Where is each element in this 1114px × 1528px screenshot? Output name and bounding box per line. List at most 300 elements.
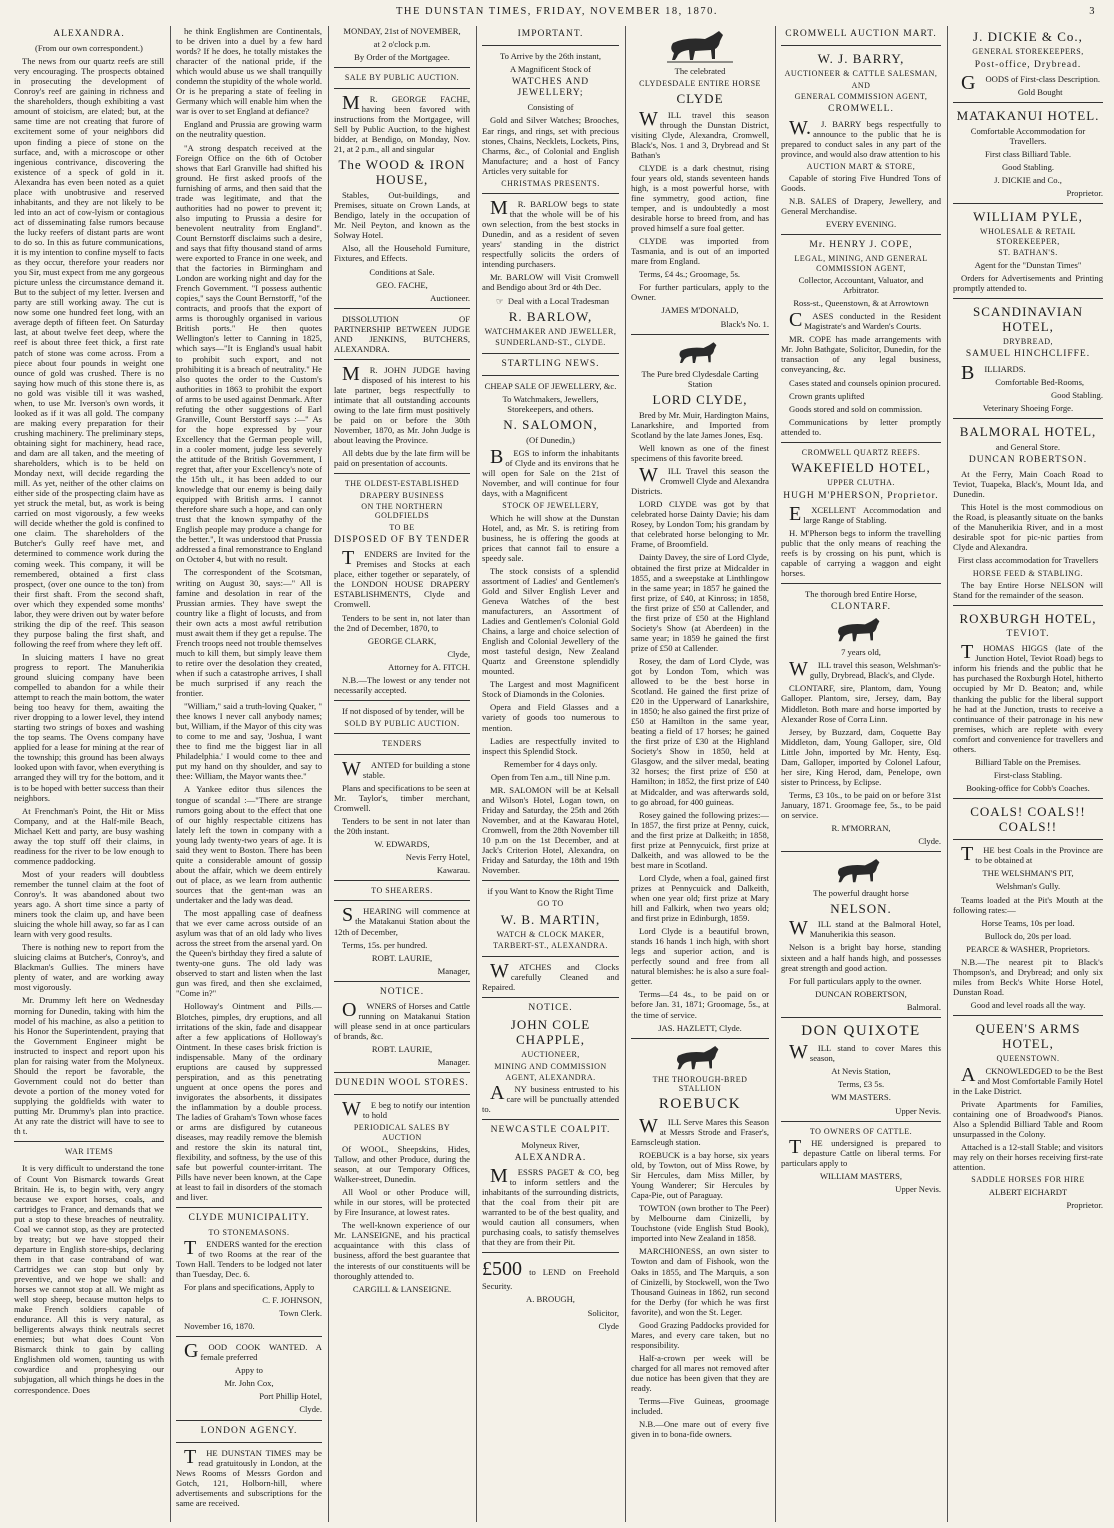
- ad-paragraph: For plans and specifications, Apply to: [184, 1282, 315, 1293]
- ad-paragraph: EXCELLENT Accommodation and large Range of Stabling.: [789, 502, 941, 525]
- column-2: [176, 26, 322, 1522]
- ad-title: TO BE: [389, 522, 415, 532]
- loan-text: to LEND on Freehold Security.: [482, 1267, 619, 1292]
- ad-paragraph: Comfortable Accommodation for Travellers.: [970, 125, 1086, 147]
- ad-paragraph: and General Store.: [995, 441, 1061, 452]
- ad-paragraph: N.B. SALES of Drapery, Jewellery, and General Merchandise.: [781, 196, 941, 217]
- ad-subtitle: TARBERT-ST., ALEXANDRA.: [493, 941, 608, 951]
- ad-signature: JAS. HAZLETT, Clyde.: [658, 1022, 742, 1033]
- ad-title: THE OLDEST-ESTABLISHED: [344, 479, 460, 489]
- ad-title: CLYDE MUNICIPALITY.: [188, 1213, 310, 1224]
- article-paragraph: There is nothing new to report from the sluicing claims at Butcher's, Conroy's, and Blackman's Gullies. The miners have plenty of water, and are working away most vigorously.: [14, 942, 164, 993]
- divider: [334, 88, 470, 89]
- divider: [334, 67, 470, 68]
- ad-title: Mr. HENRY J. COPE,: [809, 240, 913, 251]
- horse-icon: [665, 29, 735, 63]
- column-7: [953, 26, 1103, 1522]
- ad-paragraph: Goods stored and sold on commission.: [789, 403, 923, 414]
- ad-signature: Kawarau.: [436, 865, 470, 876]
- ad-title: ROXBURGH HOTEL,: [959, 610, 1097, 626]
- ad-paragraph: First-class Stabling.: [993, 769, 1063, 780]
- ad-paragraph: Cases stated and counsels opinion procured.: [789, 377, 941, 388]
- ad-paragraph: Gold Bought: [1017, 86, 1063, 97]
- ad-paragraph: The celebrated: [674, 66, 726, 76]
- ad-title: W. J. BARRY,: [817, 51, 905, 67]
- ad-paragraph: All Wool or other Produce will, while in our stores, will be protected by Fire Insurance, at lowest rates.: [334, 1187, 470, 1218]
- ad-paragraph: Rosey, the dam of Lord Clyde, was got by London Tom, which was allowed to be the best horse in Scotland. He gained the first prize of £20 in the Upperward of Lanarkshire, in 1850; he also gained the first prize of £50 at Hamilton in the same year, beating a field of 17 horses; he gained the first prize of £30 at the Highland Society's Show in 1850, held at Glasgow, and the silver medal, beating 32 horses; the first prize of £50 at Hamilton; in 1852, the first prize of £40 at Midcalder, and was afterwards sold, to go abroad, for 400 guineas.: [631, 655, 769, 807]
- ad-paragraph: The stock consists of a splendid assortment of Ladies' and Gentlemen's Gold and Silver English Lever and Geneva Watches of the best manufacturers, an Assortment of Ladies and Gentlemen's Colonial Gold Chains, a large and choice selection of English and Colonial Jewellery of the most tasteful design, New Zealand Quartz and Greenstone splendidly mounted.: [482, 565, 619, 677]
- column-rule: [328, 26, 329, 1522]
- ad-paragraph: WATCHES and Clocks carefully Cleaned and Repaired.: [482, 959, 619, 992]
- ad-paragraph: BILLIARDS.: [961, 361, 1026, 384]
- ad-paragraph: Terms, £4 4s.; Groomage, 5s.: [639, 269, 741, 280]
- ad-paragraph: Rosey gained the following prizes:—In 1857, the first prize at Penny, cuick, and the first prize at Dalkeith; in 1858, first prize at Pennycuick, first prize at Dalkeith, and was allowed to be the best mare in Scotland.: [631, 809, 769, 870]
- ad-signature: Clyde.: [299, 1404, 322, 1415]
- ad-paragraph: N.B.—The lowest or any tender not necessarily accepted.: [334, 674, 470, 695]
- ad-paragraph: If not disposed of by tender, will be: [342, 705, 465, 716]
- ad-subtitle: GO TO: [537, 899, 564, 909]
- divider: [334, 880, 470, 881]
- ad-title: ROEBUCK: [658, 1096, 742, 1113]
- horse-icon: [833, 616, 889, 644]
- ad-paragraph: CHEAP SALE OF JEWELLERY, &c.: [484, 380, 617, 391]
- ad-subtitle: MINING AND COMMISSION: [494, 1061, 607, 1071]
- divider: [631, 334, 769, 335]
- article-paragraph: In sluicing matters I have no great progress to report. The Manuherikia ground sluicing company have been compelled to abandon for a while their attempt to reach the main bottom, the water being too heavy for them, awaiting the river dropping to a lower level, they intend starting two strings of boxes and washing the top seams. The Ovens company have applied for a lease for mining at the rear of the township; this ground has been always looked upon with favor, when everything is arranged they will try for the bottom, and it is to be hoped with better success than their neighbors.: [14, 651, 164, 803]
- ad-paragraph: Half-a-crown per week will be charged for all mares not removed after due notice has been given that they are ready.: [631, 1352, 769, 1394]
- ad-paragraph: MR. SALOMON will be at Kelsall and Wilson's Hotel, Logan town, on Friday and Saturday, the 25th and 26th November, and at the Kawarau Hotel, Cromwell, from the 28th November till 10 p.m on the 1st December, and at Jack's Criterion Hotel, Alexandra, on Friday and Saturday, the 18th and 19th November.: [482, 784, 619, 876]
- divider: [482, 997, 619, 998]
- ad-paragraph: BEGS to inform the inhabitants of Clyde and its environs that he will open for Sale on the 21st of November, and will continue for four days, with a Magnificent: [482, 446, 619, 499]
- divider: [334, 308, 470, 309]
- ad-title: CLYDE: [676, 91, 724, 107]
- ad-paragraph: Lord Clyde is a beautiful brown, stands 16 hands 1 inch high, with short legs and superior action, and is perfectly sound and free from all natural blemishes: he is also a sure foal-getter.: [631, 926, 769, 987]
- divider: [953, 1015, 1103, 1016]
- ad-title: CROMWELL AUCTION MART.: [785, 29, 937, 39]
- ad-paragraph: [482, 1258, 619, 1291]
- ad-paragraph: N.B.—The nearest pit to Black's Thompson's, and Drybread; and only six miles from Beck's White Horse Hotel, Dunstan Road.: [953, 956, 1103, 997]
- ad-signature: ROBT. LAURIE,: [371, 952, 433, 963]
- ad-paragraph: Nelson is a bright bay horse, standing sixteen and a half hands high, and possesses great strength and good action.: [781, 942, 941, 973]
- ad-subtitle: WATCHMAKER AND JEWELLER,: [484, 326, 617, 336]
- ad-signature: Black's No. 1.: [720, 318, 769, 329]
- ad-title: COALS! COALS!! COALS!!: [970, 803, 1086, 835]
- ad-paragraph: Which he will show at the Dunstan Hotel, and, as Mr. S. is retiring from business, he is offering the goods at prices that cannot fail to ensure a speedy sale.: [482, 512, 619, 563]
- ad-title: SALE BY PUBLIC AUCTION.: [344, 73, 460, 83]
- divider: [482, 45, 619, 46]
- ad-paragraph: Horse Teams, 10s per load.: [981, 917, 1075, 928]
- ad-signature: Manager.: [437, 1057, 470, 1068]
- ad-paragraph: WILL Serve Mares this Season at Messrs Strode and Fraser's, Earnscleugh station.: [631, 1114, 769, 1147]
- ad-paragraph: WILL travel this season, Welshman's-gully, Drybread, Black's, and Clyde.: [789, 658, 941, 681]
- ad-signature: W. EDWARDS,: [374, 838, 430, 849]
- ad-paragraph: Communications by letter promptly attended to.: [781, 416, 941, 437]
- ad-subtitle: AND: [851, 80, 871, 90]
- divider: [334, 754, 470, 755]
- ad-paragraph: MR. COPE has made arrangements with Mr. John Bathgate, Solicitor, Dunedin, for the transaction of any legal business, conveyancing, &c.: [781, 334, 941, 375]
- ad-signature: Balmoral.: [906, 1001, 941, 1012]
- horse-icon: [672, 1044, 728, 1072]
- divider: [953, 298, 1103, 299]
- divider: [176, 1442, 322, 1443]
- ad-signature: Town Clerk.: [279, 1308, 322, 1319]
- ad-title: DISPOSED OF BY TENDER: [334, 535, 470, 546]
- ad-paragraph: (Of Dunedin,): [526, 434, 575, 445]
- ad-subtitle: AGENT, ALEXANDRA.: [505, 1072, 596, 1082]
- ad-paragraph: Capable of storing Five Hundred Tons of Goods.: [781, 173, 941, 194]
- ad-subtitle: DUNCAN ROBERTSON.: [968, 454, 1088, 465]
- ad-paragraph: A Magnificent Stock of: [510, 64, 591, 75]
- ad-paragraph: Good and level roads all the way.: [970, 999, 1086, 1010]
- ad-subtitle: Post-office, Drybread.: [974, 59, 1082, 70]
- ad-subtitle: WATCH & CLOCK MAKER,: [496, 929, 605, 939]
- divider: [334, 359, 470, 360]
- divider: [482, 375, 619, 376]
- ad-subtitle: DRYBREAD,: [1002, 337, 1054, 347]
- ad-signature: GEORGE CLARK,: [367, 635, 437, 646]
- ad-paragraph: Dainty Davey, the sire of Lord Clyde, obtained the first prize at Midcalder in 1855, and a sweepstake at Linthlingow in the same year; in 1857 he gained the first prize, of £40, at Kinross; in 1858, the first prize of £50 at Callender, and the first prize of £50 at the Highland Society's Show (at Aberdeen) in the same year; in 1859 he gained the first prize of £50 at Callender.: [631, 552, 769, 653]
- ad-paragraph: WILL travel this season through the Dunstan District, visiting Clyde, Alexandra, Cromwell, Black's, Nos. 1 and 3, Drybread and St Bathan's: [631, 107, 769, 160]
- divider: [631, 1038, 769, 1039]
- ad-paragraph: Good Stabling.: [1050, 389, 1103, 400]
- ad-paragraph: ROEBUCK is a bay horse, six years old, by Towton, out of Miss Rowe, by Sir Hercules, dam Miss Miller, by Young Wanderer; Sir Hercules by Capa-Pie, out of Paraguay.: [631, 1150, 769, 1201]
- ad-signature: Nevis Ferry Hotel,: [405, 851, 470, 862]
- ad-paragraph: Molyneux River,: [521, 1139, 580, 1150]
- ad-title: TO SHEARERS.: [371, 886, 433, 896]
- article-paragraph: The most appalling case of deafness that we ever came across outside of an asylum was that of an old lady who lives across the street from the arsenal yard. On the Queen's birthday they fired a salute of twenty-one guns. The old lady was observed to start and listen when the last gun was fired, and then she exclaimed, "Come in?": [176, 908, 322, 999]
- ad-paragraph: THOMAS HIGGS (late of the Junction Hotel, Teviot Road) begs to inform his friends and the public that he has purchased the Roxburgh Hotel, hitherto occupied by Mr D. Beaton; and, while thanking the public for the liberal support he had at the Junction, trusts to receive a continuance of their patronage in his new premises, which are replete with every comfort and convenience for travellers and others.: [953, 641, 1103, 754]
- ad-subtitle: CLYDESDALE ENTIRE HORSE: [639, 79, 761, 89]
- divider: [176, 1336, 322, 1337]
- ad-paragraph: Stables, Out-buildings, and Premises, situate on Crown Lands, at Bendigo, lately in the occupation of Mr. Neil Peyton, and known as the Solway Hotel.: [334, 190, 470, 241]
- ad-title: LONDON AGENCY.: [200, 1425, 298, 1436]
- ad-title: QUEEN'S ARMS HOTEL,: [975, 1021, 1081, 1052]
- ad-paragraph: Lord Clyde, when a foal, gained first prizes at Pennycuick and Dalkeith, when one year old; first prize at Mary hill and Falkirk, when two years old; and first prize in Edinburgh, 1859.: [631, 872, 769, 924]
- ad-paragraph: WANTED for building a stone stable.: [342, 757, 470, 780]
- ad-paragraph: Welshman's Gully.: [995, 881, 1061, 892]
- column-5: [631, 26, 769, 1522]
- divider: [781, 234, 941, 235]
- ad-paragraph: The Pure bred Clydesdale Carting Station: [641, 368, 759, 389]
- ad-paragraph: Ross-st., Queenstown, & at Arrowtown: [793, 298, 929, 309]
- ad-subtitle: WHOLESALE & RETAIL STOREKEEPER,: [980, 227, 1076, 246]
- ad-subtitle: QUEENSTOWN.: [996, 1054, 1060, 1064]
- ad-paragraph: Teams loaded at the Pit's Mouth at the following rates:—: [953, 894, 1103, 915]
- ad-signature: Auctioneer.: [430, 292, 470, 303]
- ad-signature: PEARCE & WASHER, Proprietors.: [966, 943, 1090, 954]
- ad-paragraph: MESSRS PAGET & CO, beg to inform settlers and the inhabitants of the surrounding districts, that the coal from their pit are warranted to be of the best quality, and would caution all consumers, when purchasing coals, to satisfy themselves that they are from their Pit.: [482, 1164, 619, 1247]
- ad-paragraph: W.J. BARRY begs respectfully to announce to the public that he is prepared to conduct sales in any part of the province, and would also draw attention to his: [781, 116, 941, 159]
- ad-subtitle: SAMUEL HINCHCLIFFE.: [965, 349, 1091, 360]
- ad-paragraph: Terms, 15s. per hundred.: [342, 939, 428, 950]
- ad-title: NOTICE.: [528, 1002, 573, 1013]
- ad-subtitle: STOCK OF JEWELLERY,: [502, 501, 599, 511]
- ad-subtitle: CHRISTMAS PRESENTS.: [501, 178, 600, 188]
- divider: [482, 193, 619, 194]
- article-paragraph: It is very difficult to understand the tone of Count Von Bismarck towards Great Britain. He is, to begin with, very angry because we export horses, coals, and cartridges to France, and demands that we put a stop to these breaches of neutrality. Coal we cannot stop, as they are protected by treaty; but we have stopped their departure in English store-ships, declaring them in that case contraband of war. Cartridges we can stop but only by preventive, and we hope we shall: and horses we cannot stop at all. We might as well stop sheep, because mutton helps to make French soldiers capable of endurance. All this is very natural, as belligerents always think neutrals secret enemies; but what does Count Von Bismarck think to gain by calling Englishmen old women, taunting us with cowardice and prophesying our subjugation, all which things he does in the correspondence. Does: [14, 1163, 164, 1395]
- ad-paragraph: MARCHIONESS, an own sister to Towton and dam of Fishook, won the Oaks in 1855, and The Marquis, a son of Cinizelli, by Stockwell, won the Two Thousand Guineas in 1862, run second for the Derby (for which he was first favorite), and won the St. Leger.: [631, 1246, 769, 1317]
- article-paragraph: England and Prussia are growing warm on the neutrality question.: [176, 119, 322, 140]
- loan-amount: £500: [482, 1258, 522, 1281]
- ad-paragraph: Consisting of: [527, 102, 574, 113]
- article-paragraph: A Yankee editor thus silences the tongue of scandal :—"There are strange rumors going about to the effect that one of our highly respectable citizens has lately left the town in company with a young lady twenty-two years of age. It is said they went to Boston. There has been quite a considerable amount of gossip about the affair, which we deem entirely out of place, as we learn from authentic sources that the gent-man was an undertaker and the lady was dead.: [176, 784, 322, 905]
- ad-title: SOLD BY PUBLIC AUCTION.: [344, 718, 460, 728]
- ad-title: R. BARLOW,: [508, 308, 593, 324]
- ad-paragraph: WILL Travel this season the Cromwell Clyde and Alexandra Districts.: [631, 464, 769, 497]
- ad-paragraph: Ladies are respectfully invited to inspect this Splendid Stock.: [482, 735, 619, 756]
- ad-paragraph: Private Apartments for Families, containing one of Broadwood's Pianos. Also a Splendid Billiard Table and Room unsurpassed in the Colony.: [953, 1098, 1103, 1140]
- ad-paragraph: At the Ferry, Main Coach Road to Teviot, Tuapeka, Black's, Mount Ida, and Dunedin.: [953, 469, 1103, 500]
- divider: [334, 1072, 470, 1073]
- ad-paragraph: ACKNOWLEDGED to be the Best and Most Comfortable Family Hotel in the Lake District.: [953, 1063, 1103, 1096]
- divider: [482, 880, 619, 881]
- column-rule: [947, 26, 948, 1522]
- ad-paragraph: Terms, £3 5s.: [837, 1079, 885, 1090]
- ad-paragraph: For further particulars, apply to the Owner.: [631, 282, 769, 303]
- ad-paragraph: Mr. BARLOW will Visit Cromwell and Bendigo about 3rd or 4th Dec.: [482, 272, 619, 293]
- ad-paragraph: MONDAY, 21st of NOVEMBER,: [343, 26, 461, 36]
- ad-paragraph: Crown grants uplifted: [789, 390, 865, 401]
- ad-paragraph: OWNERS of Horses and Cattle running on Matakanui Station will please send in at once particulars of brands, &c.: [334, 998, 470, 1041]
- ad-signature: ALBERT EICHARDT: [988, 1186, 1068, 1197]
- ad-paragraph: Collector, Accountant, Valuator, and Arbitrator.: [798, 275, 924, 296]
- ad-title: NELSON.: [830, 901, 892, 917]
- ad-paragraph: Well known as one of the finest specimens of this favorite breed.: [631, 442, 769, 464]
- ad-subtitle: THE THOROUGH-BRED STALLION: [652, 1074, 748, 1093]
- column-4: [482, 26, 619, 1522]
- ad-subtitle: PERIODICAL SALES BY AUCTION: [353, 1123, 451, 1142]
- ad-paragraph: Plans and specifications to be seen at Mr. Taylor's, timber merchant, Cromwell.: [334, 782, 470, 813]
- column-1: [14, 26, 164, 1522]
- ad-signature: Port Phillip Hotel,: [259, 1391, 322, 1402]
- ad-signature: Clyde.: [918, 836, 941, 847]
- ad-paragraph: MR. GEORGE FACHE, having been favored with instructions from the Mortgagee, will Sell by Public Auction, to the highest bidder, at Bendigo, on Monday, Nov. 21, at 2 p.m., all and singular: [334, 91, 470, 154]
- ad-signature: Solicitor,: [587, 1307, 619, 1318]
- ad-subtitle: HUGH M'PHERSON, Proprietor.: [783, 490, 939, 501]
- ad-title: N. SALOMON,: [503, 416, 598, 432]
- ad-paragraph: Remember for 4 days only.: [503, 758, 598, 769]
- ad-paragraph: at 2 o'clock p.m.: [373, 39, 431, 50]
- ad-title: WATCHES AND JEWELLERY;: [511, 77, 590, 99]
- ad-signature: GEO. FACHE,: [376, 279, 428, 290]
- masthead-title: THE DUNSTAN TIMES, FRIDAY, NOVEMBER 18, 1870.: [396, 6, 718, 17]
- ad-paragraph: All debts due by the late firm will be paid on presentation of accounts.: [334, 448, 470, 469]
- ad-title: DUNEDIN WOOL STORES.: [335, 1078, 469, 1089]
- divider: [953, 605, 1103, 606]
- ad-signature: Clyde,: [447, 648, 470, 659]
- ad-paragraph: Comfortable Bed-Rooms,: [995, 376, 1085, 387]
- ad-paragraph: To Arrive by the 26th instant,: [499, 51, 602, 62]
- article-paragraph: "A strong despatch received at the Foreign Office on the 6th of October shows that Earl Granville had shifted his ground. He first asked proofs of the furnishing of arms, and then said that the trade was legitimate, and that the authorities had no power to prevent it; also imputing to Prussia a desire for benevolent neutrality from England". Count Bernstorff disclaims such a desire, and says that fifty thousand stand of arms were exported to France in one week, and that the factories in Birmingham and London are working night and day for the French Government. "I possess authentic copies," says the Count Bernstorff, "of the contracts, and proofs that the export of arms is thoroughly organised in various British ports." He then quotes Wellington's letter to Canning in 1825, which says—"It is England's usual habit to prohibit such export, and not prohibiting it is a breach of neutrality." He also quotes the order to the Custom's authorities in 1863 to prohibit the export of arms to be used against Denmark. After refuting the other suggestions of Earl Granville, Count Berstorff says :—" As for the hope expressed by your Excellency that the German people will, in a cooler moment, judge less severely the attitude of the British Government, I regret that, after your Excellency's note of the 15th ult., it has been added to our knowledge that our enemy is being daily equipped with British arms. I cannot therefore share such a hope, and can only trust that the known sympathy of the English people may produce a change for the better.", It was understood that Prussia addressed a final remonstrance to England on October 4, but with no result.: [176, 142, 322, 565]
- ad-title: JOHN COLE CHAPPLE,: [510, 1016, 591, 1047]
- ad-paragraph: CLYDE is a dark chestnut, rising four years old, stands seventeen hands high, is a most powerful horse, with fine symmetry, good action, fine temper, and is undoubtedly a most desirable horse to breed from, and has proved himself a sure foal getter.: [631, 162, 769, 234]
- column-rule: [775, 26, 776, 1522]
- ad-title: WAKEFIELD HOTEL,: [791, 460, 931, 476]
- ad-paragraph: At Nevis Station,: [831, 1066, 891, 1077]
- ad-subtitle: TO STONEMASONS.: [208, 1227, 290, 1237]
- ad-title: CLONTARF.: [831, 602, 891, 613]
- ad-paragraph: Tenders to be sent in not later than the 20th instant.: [334, 815, 470, 836]
- ad-paragraph: WILL stand to cover Mares this season,: [789, 1041, 941, 1064]
- divider: [781, 442, 941, 443]
- ad-subtitle: ST. BATHAN'S.: [998, 248, 1058, 258]
- article-paragraph: Most of your readers will doubtless remember the tunnel claim at the foot of Conroy's. It was abandoned about two years ago. A short time since a party of miners took the claim up, and have been sluicing the whole hill away, so far as I can learn with very good results.: [14, 868, 164, 940]
- ad-paragraph: Good Grazing Paddocks provided for Mares, and every care taken, but no responsibility.: [631, 1319, 769, 1350]
- ad-title: STARTLING NEWS.: [501, 358, 600, 369]
- ad-subtitle: HORSE FEED & STABLING.: [972, 568, 1084, 578]
- ad-paragraph: The well-known experience of our Mr. LANSEIGNE, and his practical acquaintance with this class of business, afford the best guarantee that the interests of our constituents will be thoroughly attended to.: [334, 1220, 470, 1281]
- ad-paragraph: 7 years old,: [841, 647, 881, 658]
- ad-subtitle: UPPER CLUTHA.: [827, 478, 895, 488]
- ad-title: NEWCASTLE COALPIT.: [490, 1125, 611, 1136]
- ad-paragraph: MR. JOHN JUDGE having disposed of his interest to his late partner, begs respectfully to intimate that all outstanding accounts owing to the late firm must positively be paid on or before the 30th November, 1870, as Mr. John Judge is about leaving the Province.: [334, 362, 470, 446]
- divider: [176, 1420, 322, 1421]
- ad-paragraph: GOODS of First-class Description.: [961, 71, 1101, 94]
- horse-icon: [833, 857, 889, 885]
- column-rule: [625, 26, 626, 1522]
- ad-subtitle: AUCTIONEER,: [521, 1050, 580, 1060]
- ad-paragraph: if you Want to Know the Right Time: [487, 886, 614, 897]
- ad-signature: C. F. JOHNSON,: [262, 1295, 322, 1306]
- ad-paragraph: CLONTARF, sire, Plantom, dam, Young Galloper. Plantom, sire, Jersey, dam, Bay Middleton. Both mare and horse imported by Alexander Rose of Corra Linn.: [781, 683, 941, 724]
- ad-paragraph: For full particulars apply to the owner.: [789, 975, 922, 986]
- ad-subtitle: SUNDERLAND-ST., CLYDE.: [495, 338, 606, 348]
- ad-paragraph: First class Billiard Table.: [984, 149, 1072, 160]
- ad-paragraph: Bullock do, 20s per load.: [984, 930, 1072, 941]
- ad-paragraph: N.B.—One mare out of every five given in to bona-fide owners.: [631, 1419, 769, 1440]
- article-paragraph: Holloway's Ointment and Pills.—Blotches, pimples, dry eruptions, and all irritations of the skin, fade and disappear after a few applications of Holloway's Ointment. In these cases brisk friction is indispensable. Many of the ordinary eruptions are caused by suppressed perspiration, and as this penetrating unguent at once opens the pores and invigorates the absorbents, it dissipates the inflammation by a double process. The ladies of Graham's Town whose faces or arms are disfigured by cutaneous diseases, may readily remove the blemish and restore the skin its natural tint, flexibility, and softness, by the use of this safe but powerful counter-irritant. The Pills have never been known, at the Cape at least to fail in disorders of the stomach and liver.: [176, 1001, 322, 1203]
- ad-paragraph: ANY business entrusted to his care will be punctually attended to.: [482, 1082, 619, 1115]
- ad-paragraph: LORD CLYDE was got by that celebrated horse Dainty Davie; his dam Rosey, by London Tom; his grandam by that celebrated horse belonging to Mr. Frame, of Broomfield.: [631, 499, 769, 550]
- ad-signature: Proprietor.: [1066, 188, 1103, 199]
- ad-signature: DUNCAN ROBERTSON,: [815, 988, 907, 999]
- ad-title: IMPORTANT.: [517, 29, 584, 39]
- ad-subtitle: AUCTION MART & STORE,: [806, 161, 916, 171]
- ad-subtitle: GENERAL COMMISSION AGENT,: [794, 92, 928, 102]
- ad-subtitle: TEVIOT.: [1006, 629, 1050, 640]
- divider: [334, 473, 470, 474]
- ad-signature: Manager,: [437, 965, 470, 976]
- divider: [176, 1207, 322, 1208]
- section-title: WAR ITEMS: [64, 1147, 114, 1157]
- ad-title: SCANDINAVIAN HOTEL,: [973, 303, 1083, 334]
- divider: [953, 798, 1103, 799]
- divider: [77, 1159, 101, 1160]
- divider: [334, 733, 470, 734]
- ad-paragraph: Billiard Table on the Premises.: [975, 756, 1081, 767]
- ad-title: TO OWNERS OF CATTLE.: [809, 1126, 913, 1136]
- ad-paragraph: This Hotel is the most commodious on the Road, is pleasantly situate on the banks of the Manuherikia River, and in a most desirable spot for pic-nic parties from Clyde and Alexandra.: [953, 502, 1103, 553]
- ad-title: NOTICE.: [379, 986, 425, 997]
- ad-paragraph: The bay Entire Horse NELSON will Stand for the remainder of the season.: [953, 579, 1103, 600]
- ad-date: November 16, 1870.: [184, 1321, 255, 1332]
- ad-signature: Clyde: [598, 1320, 619, 1331]
- ad-paragraph: THE WELSHMAN'S PIT,: [982, 868, 1074, 879]
- divider: [953, 203, 1103, 204]
- ad-paragraph: TOWTON (own brother to The Peer) by Melbourne dam Cinizelli, by Touchstone (vide English Stud Book), imported into New Zealand in 1858.: [631, 1203, 769, 1244]
- divider: [781, 1017, 941, 1018]
- divider: [482, 1252, 619, 1253]
- horse-icon: [675, 340, 725, 366]
- divider: [334, 1094, 470, 1095]
- ad-signature: WILLIAM MASTERS,: [819, 1171, 903, 1182]
- ad-signature: J. DICKIE and Co.,: [994, 175, 1062, 186]
- ad-paragraph: DISSOLUTION OF PARTNERSHIP BETWEEN JUDGE AND JENKINS, BUTCHERS, ALEXANDRA.: [334, 313, 470, 354]
- ad-title: The WOOD & IRON HOUSE,: [338, 156, 466, 187]
- divider: [781, 851, 941, 852]
- ad-subtitle: SADDLE HORSES FOR HIRE: [971, 1175, 1085, 1185]
- ad-paragraph: MR. BARLOW begs to state that the whole will be of his own selection, from the best stocks in Dunedin, and as a resident of seven years' standing in the district respectfully solicits the orders of intending purchasers.: [482, 197, 619, 270]
- ad-paragraph: THE DUNSTAN TIMES may be read gratuitously in London, at the News Rooms of Messrs Gordon and Gotch, 121, Holborn-hill, where advertisements and subscriptions for the same are received.: [176, 1445, 322, 1508]
- ad-slogan: Deal with a Local Tradesman: [507, 295, 610, 306]
- ad-signature: R. M'MORRAN,: [831, 823, 891, 834]
- ad-paragraph: Conditions at Sale.: [369, 266, 435, 277]
- ad-title: DON QUIXOTE: [801, 1022, 921, 1039]
- divider: [953, 839, 1103, 840]
- ad-title: LORD CLYDE,: [652, 391, 748, 407]
- ad-title: W. B. MARTIN,: [500, 911, 601, 927]
- column-rule: [476, 26, 477, 1522]
- ad-paragraph: Jersey, by Buzzard, dam, Coquette Bay Middleton, dam, Young Galloper, sire, Old Little John, imported by Mr. Henty, Esq. Dam, Galloper, imported by Colonel Lafour, her sire, King Herod, dam, Penelope, own sister to Princess, by Eclipse.: [781, 726, 941, 787]
- ad-paragraph: CASES conducted in the Resident Magistrate's and Warden's Courts.: [789, 309, 941, 332]
- ad-paragraph: Good Stabling.: [1001, 162, 1055, 173]
- ad-subtitle: GENERAL STOREKEEPERS,: [972, 47, 1084, 57]
- ad-subtitle: CROMWELL.: [828, 104, 894, 115]
- ad-paragraph: THE best Coals in the Province are to be obtained at: [961, 843, 1103, 866]
- ad-paragraph: Also, all the Household Furniture, Fixtures, and Effects.: [334, 243, 470, 264]
- ad-signature: Proprietor.: [1066, 1199, 1103, 1210]
- ad-paragraph: TENDERS wanted for the erection of two Rooms at the rear of the Town Hall. Tenders to be lodged not later than Tuesday, Dec. 6.: [176, 1236, 322, 1279]
- column-6: [781, 26, 941, 1522]
- ad-title: TENDERS: [382, 739, 422, 749]
- article-paragraph: The news from our quartz reefs are still very encouraging. The prospects obtained in prosecuting the development of Conroy's reef are gaining in richness and the shareholders, though exhibiting a vast amount of stoicism, are elated; but, at the same time are not creating that furore of excitement some of your neighbors did upon finding a piece of stone on the surface, and, with a microscope or other ingenious contrivance, discovering the existence of a speck of gold in it. Alexandra has even been noted as a quiet place with unobtrusive and reserved inhabitants, and they are not likely to be led into an act of cow-lyism or contagious act of disseminating false rumors because the lucky reefers of distant parts are wont to do so. In this as future communications, it is my intention to confine myself to facts as they occur, therefore your readers nor you Sir, must expect from me any gorgeous picture unless the circumstance demand it. But to the subject of my letter. Iversen and party are still working away. The cut is now some one hundred feet long, with an average depth of fifteen feet. On Saturday last, at about twelve feet deep, where the reef is about three feet thick, a first rate patch of stone was come across. From a piece about four pounds in weight one ounce of gold was crushed. There is no saying how much of this stone there is, as no gold was visible till it was washed, when, to use Mr. Iverson's own words, it looked as if it was all gold. The company are making every preparation for their crushing machinery. The preliminary steps, obtaining sight for machinery, head race, and dam are all taken, and the meeting of shareholders, which is to be held on Monday next, will decide regarding the mill. As yet, neither of the other claims on either side of the prospecting claim have as yet struck the metal, but, as work is being carried on most vigorously, a few weeks will decide whether the gold is confined to one claim. The shareholders of the Butcher's Gully reef have met, and determined to commence work during the coming week. This company, it will be remembered, obtained a first class prospect, (over one ounce to the ton) from their first shaft. From the second shaft, over which they expended some months' labor, they were driven out by water before striking the dip of the reef. This season they purpose baling the first shaft, and following the reef from where they left off.: [14, 56, 164, 649]
- masthead: [0, 0, 1114, 24]
- divider: [781, 583, 941, 584]
- divider: [482, 1119, 619, 1120]
- ad-signature: WM MASTERS.: [831, 1092, 891, 1103]
- ad-paragraph: The Largest and most Magnificent Stock of Diamonds in the Colonies.: [482, 679, 619, 700]
- ad-signature: ROBT. LAURIE,: [371, 1044, 433, 1054]
- article-paragraph: At Frenchman's Point, the Hit or Miss Company, and at the Half-mile Beach, Michael Kett and party, are busy washing away the top stuff off their claims, in readiness for the river to be low enough to commence paddocking.: [14, 805, 164, 866]
- article-title: ALEXANDRA.: [53, 29, 125, 39]
- ad-paragraph: TENDERS are Invited for the Premises and Stocks at each place, either together or separately, of the LONDON HOUSE DRAPERY ESTABLISHMENTS, Clyde and Cromwell.: [334, 547, 470, 610]
- divider: [953, 102, 1103, 103]
- ad-title: BALMORAL HOTEL,: [959, 423, 1097, 439]
- divider: [781, 1121, 941, 1122]
- ad-title: DRAPERY BUSINESS: [359, 490, 445, 500]
- ad-paragraph: WE beg to notify our intention to hold: [342, 1098, 470, 1121]
- ad-paragraph: Terms, £3 10s., to be paid on or before 31st January, 1871. Groomage fee, 5s., to be paid on service.: [781, 789, 941, 820]
- ad-paragraph: GOOD COOK WANTED. A female preferred: [184, 1340, 322, 1363]
- ad-subtitle: LEGAL, MINING, AND GENERAL COMMISSION AGENT,: [794, 254, 928, 273]
- article-paragraph: he think Englishmen are Continentals, to be driven into a duel by a few hard words? If he does, he totally mistakes the character of the national pride, if the which would abuse us we shall tranquilly condemn the stupidity of the whole world. Or is he preparing a state of feeling in Germany which will enable him when the war is over to set England at defiance?: [176, 26, 322, 117]
- ad-paragraph: Gold and Silver Watches; Brooches, Ear rings, and rings, set with precious stones, Chains, Necklets, Lockets, Pins, Charms, &c., of Colonial and English Manufacture; and a host of Fancy Articles very suitable for: [482, 115, 619, 176]
- ad-signature: Upper Nevis.: [895, 1105, 941, 1116]
- ad-paragraph: Agent for the "Dunstan Times": [974, 259, 1082, 270]
- divider: [781, 45, 941, 46]
- ad-paragraph: First class accommodation for Travellers: [957, 555, 1099, 566]
- ad-paragraph: Appy to: [235, 1365, 263, 1376]
- ad-signature: A. BROUGH,: [526, 1294, 575, 1305]
- ad-paragraph: Orders for Advertisements and Printing promptly attended to.: [953, 272, 1103, 293]
- column-3: [334, 26, 470, 1522]
- ad-paragraph: Tenders to be sent in, not later than the 2nd of December, 1870, to: [334, 612, 470, 633]
- ad-paragraph: WILL stand at the Balmoral Hotel, Manuherikia this season.: [789, 917, 941, 940]
- ad-paragraph: [482, 296, 619, 306]
- ad-paragraph: To Watchmakers, Jewellers, Storekeepers, and others.: [502, 393, 599, 414]
- divider: [482, 353, 619, 354]
- divider: [334, 981, 470, 982]
